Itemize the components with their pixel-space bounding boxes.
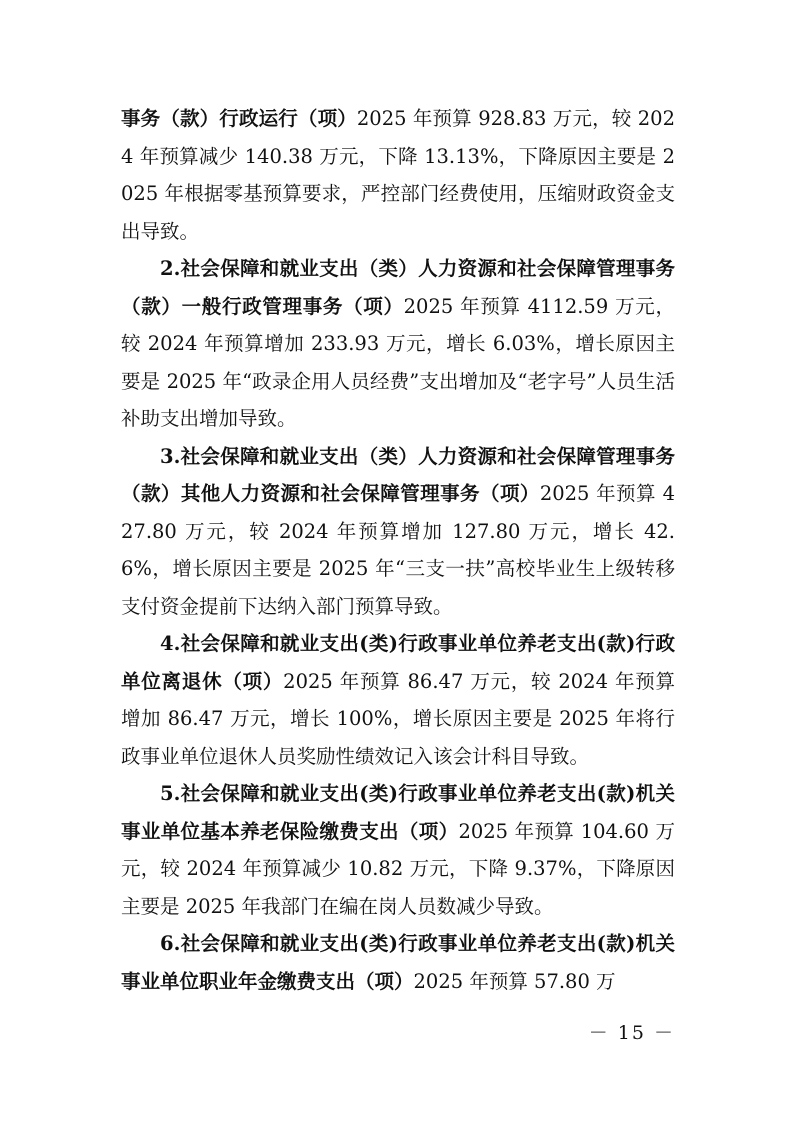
paragraph-5 xyxy=(121,775,675,925)
paragraph-heading: 2.社会保障和就业支出（类）人力资源和社会保障管理事务（款）一般行政管理事务（项） xyxy=(121,257,675,318)
paragraph-text: 2025 年预算 104.60 万元，较 2024 年预算减少 10.82 万元，下降 9.37%，下降原因主要是 2025 年我部门在编在岗人员数减少导致。 xyxy=(121,819,675,918)
paragraph-text: 2025 年预算 928.83 万元，较 2024 年预算减少 140.38 万元，下降 13.13%，下降原因主要是 2025 年根据零基预算要求，严控部门经费使用，压缩财政资金支出导致。 xyxy=(121,107,675,243)
paragraph-text: 2025 年预算 4112.59 万元，较 2024 年预算增加 233.93 万元，增长 6.03%，增长原因主要是 2025 年“政录企用人员经费”支出增加及“老字号”人员生活补助支出增加导致。 xyxy=(121,294,675,430)
paragraph-3 xyxy=(121,438,675,626)
paragraph-heading: 5.社会保障和就业支出(类)行政事业单位养老支出(款)机关事业单位基本养老保险缴费支出（项） xyxy=(121,782,675,843)
paragraph-heading: 3.社会保障和就业支出（类）人力资源和社会保障管理事务（款）其他人力资源和社会保障管理事务（项） xyxy=(121,444,675,505)
page-number: － 15 － xyxy=(588,1022,675,1044)
paragraph-heading: 4.社会保障和就业支出(类)行政事业单位养老支出(款)行政单位离退休（项） xyxy=(121,632,675,693)
body-text xyxy=(121,100,675,1000)
paragraph-text: 2025 年预算 86.47 万元，较 2024 年预算增加 86.47 万元，增长 100%，增长原因主要是 2025 年将行政事业单位退休人员奖励性绩效记入该会计科目导致。 xyxy=(121,669,675,768)
paragraph-4 xyxy=(121,625,675,775)
paragraph-2 xyxy=(121,250,675,438)
paragraph-1-continued xyxy=(121,100,675,250)
paragraph-heading: 6.社会保障和就业支出(类)行政事业单位养老支出(款)机关事业单位职业年金缴费支出（项） xyxy=(121,932,675,993)
paragraph-heading: 事务（款）行政运行（项） xyxy=(121,107,357,130)
paragraph-6 xyxy=(121,925,675,1000)
paragraph-text: 2025 年预算 427.80 万元，较 2024 年预算增加 127.80 万元，增长 42.6%，增长原因主要是 2025 年“三支一扶”高校毕业生上级转移支付资金提前下达纳入部门预算导致。 xyxy=(121,482,675,618)
paragraph-text: 2025 年预算 57.80 万 xyxy=(413,969,616,993)
